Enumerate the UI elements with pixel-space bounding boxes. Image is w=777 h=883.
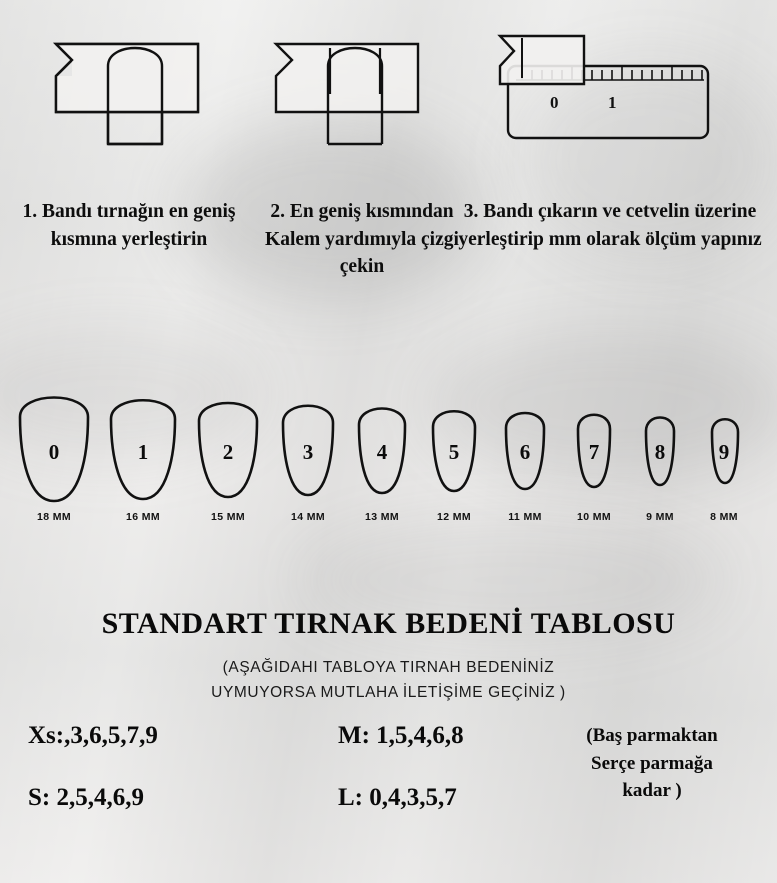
nail-size-7-number: 7 <box>588 440 600 464</box>
table-title: STANDART TIRNAK BEDENİ TABLOSU <box>101 607 676 640</box>
nail-size-1-number: 1 <box>137 440 149 464</box>
nail-size-5 <box>419 385 489 523</box>
ruler-tick-label-1: 1 <box>608 93 617 112</box>
nail-size-9-mm: 8 MM <box>710 511 738 523</box>
size-row-s: S: 2,5,4,6,9 <box>28 784 144 811</box>
nail-size-7-mm: 10 MM <box>576 511 612 523</box>
nail-size-3-number: 3 <box>302 440 314 464</box>
size-table-note-line-2: Serçe parmağa <box>591 752 713 774</box>
size-table-note <box>536 722 768 805</box>
nail-size-1 <box>101 385 185 523</box>
step-3-illustration <box>492 22 722 152</box>
nail-size-chart <box>0 385 777 535</box>
size-row-l: L: 0,4,3,5,7 <box>338 784 457 811</box>
nail-size-2-number: 2 <box>222 440 234 464</box>
size-row-xs: Xs:,3,6,5,7,9 <box>28 722 158 749</box>
nail-size-8 <box>629 385 691 523</box>
size-table <box>0 722 777 842</box>
nail-size-0 <box>10 385 98 523</box>
size-row-m: M: 1,5,4,6,8 <box>338 722 464 749</box>
nail-size-3 <box>271 385 345 523</box>
nail-size-4-mm: 13 MM <box>364 511 400 523</box>
nail-size-6-number: 6 <box>519 440 531 464</box>
nail-size-5-mm: 12 MM <box>436 511 472 523</box>
step-3-caption: 3. Bandı çıkarın ve cetvelin üzerine yerleştirip mm olarak ölçüm yapınız <box>458 201 762 250</box>
nail-size-9-number: 9 <box>718 440 730 464</box>
nail-size-7 <box>562 385 626 523</box>
nail-size-6-mm: 11 MM <box>508 511 542 523</box>
step-1-caption: 1. Bandı tırnağın en geniş kısmına yerleştirin <box>22 201 236 250</box>
step-2-illustration <box>268 22 498 152</box>
table-subtitle-line-2: UYMUYORSA MUTLAHA İLETİŞİME GEÇİNİZ ) <box>211 684 566 702</box>
nail-size-0-number: 0 <box>48 440 60 464</box>
ruler-tick-label-0: 0 <box>550 93 559 112</box>
nail-size-8-number: 8 <box>654 440 666 464</box>
size-table-note-line-1: (Baş parmaktan <box>586 725 718 746</box>
steps-illustration-row <box>0 22 777 152</box>
nail-size-1-mm: 16 MM <box>125 511 161 523</box>
nail-size-9 <box>694 385 754 523</box>
nail-size-8-mm: 9 MM <box>646 511 674 523</box>
nail-size-3-mm: 14 MM <box>290 511 326 523</box>
step-1-illustration <box>48 22 278 152</box>
table-subtitle <box>0 655 777 705</box>
nail-size-6 <box>491 385 559 523</box>
step-2-caption: 2. En geniş kısmından Kalem yardımıyla çizgi çekin <box>265 201 459 278</box>
nail-size-0-mm: 18 MM <box>36 511 72 523</box>
nail-size-5-number: 5 <box>448 440 460 464</box>
size-table-note-line-3: kadar ) <box>622 780 682 802</box>
nail-size-2-mm: 15 MM <box>210 511 246 523</box>
nail-size-4 <box>346 385 418 523</box>
table-subtitle-line-1: (AŞAĞIDAHI TABLOYA TIRNAH BEDENİNİZ <box>222 659 555 676</box>
nail-size-4-number: 4 <box>376 440 388 464</box>
nail-size-2 <box>188 385 268 523</box>
